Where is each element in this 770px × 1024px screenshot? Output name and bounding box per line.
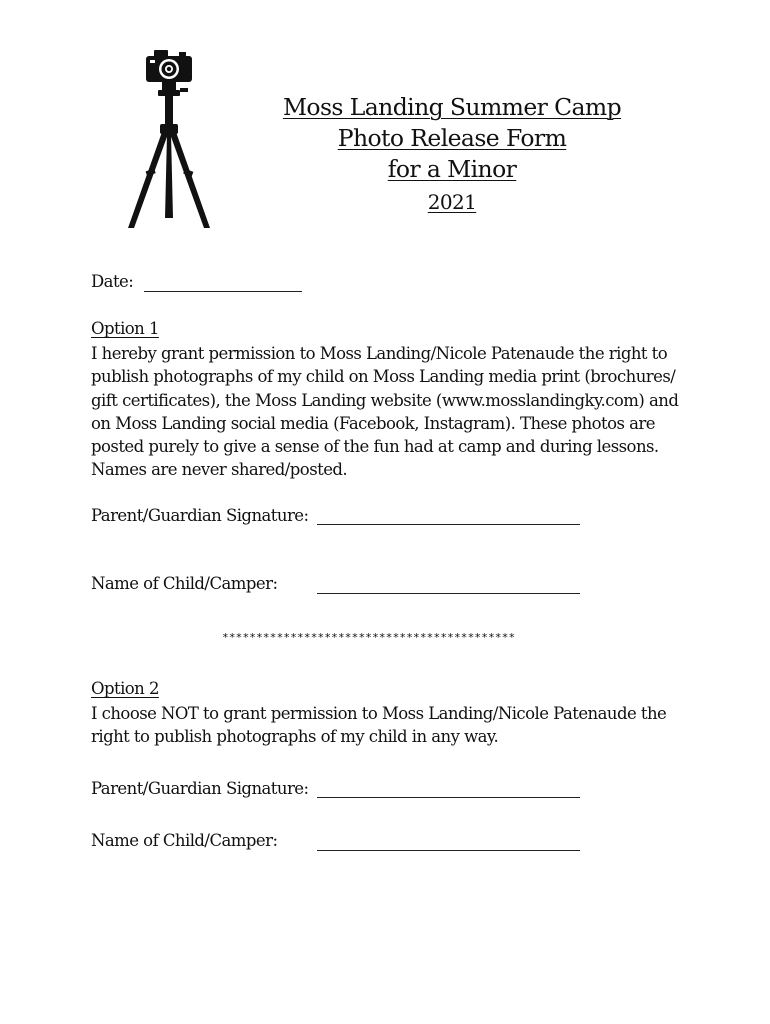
camera-tripod-icon [124,46,216,230]
option-1-line: publish photographs of my child on Moss Landing media print (brochures/ [91,367,676,387]
option-1-line: I hereby grant permission to Moss Landing/Nicole Patenaude the right to [91,344,668,363]
option-1-line: gift certificates), the Moss Landing website (www.mosslandingky.com) and [91,390,679,410]
option-2-signature-label: Parent/Guardian Signature: [91,779,309,798]
option-1-line: Names are never shared/posted. [91,460,348,480]
date-field[interactable] [144,291,302,292]
option-2-child-field[interactable] [317,850,580,851]
option-2-child-label: Name of Child/Camper: [91,831,278,850]
form-title [272,92,632,219]
section-separator: ******************************************* [222,631,516,644]
option-1-child-label: Name of Child/Camper: [91,574,278,593]
option-2-text [91,702,691,749]
title-line-3: for a Minor [387,155,517,183]
option-2-line: I choose NOT to grant permission to Moss Landing/Nicole Patenaude the [91,704,667,723]
option-1-text [91,342,691,482]
option-1-signature-label: Parent/Guardian Signature: [91,506,309,525]
option-2-heading: Option 2 [91,679,159,698]
option-2-signature-field[interactable] [317,797,580,798]
title-line-1: Moss Landing Summer Camp [282,93,622,121]
option-1-heading: Option 1 [91,319,159,338]
date-label: Date: [91,272,134,291]
option-1-child-field[interactable] [317,593,580,594]
option-1-signature-field[interactable] [317,524,580,525]
title-line-2: Photo Release Form [337,124,567,152]
form-year: 2021 [427,190,477,214]
option-1-line: posted purely to give a sense of the fun had at camp and during lessons. [91,437,659,457]
option-1-line: on Moss Landing social media (Facebook, Instagram). These photos are [91,413,655,433]
option-2-line: right to publish photographs of my child in any way. [91,727,499,747]
